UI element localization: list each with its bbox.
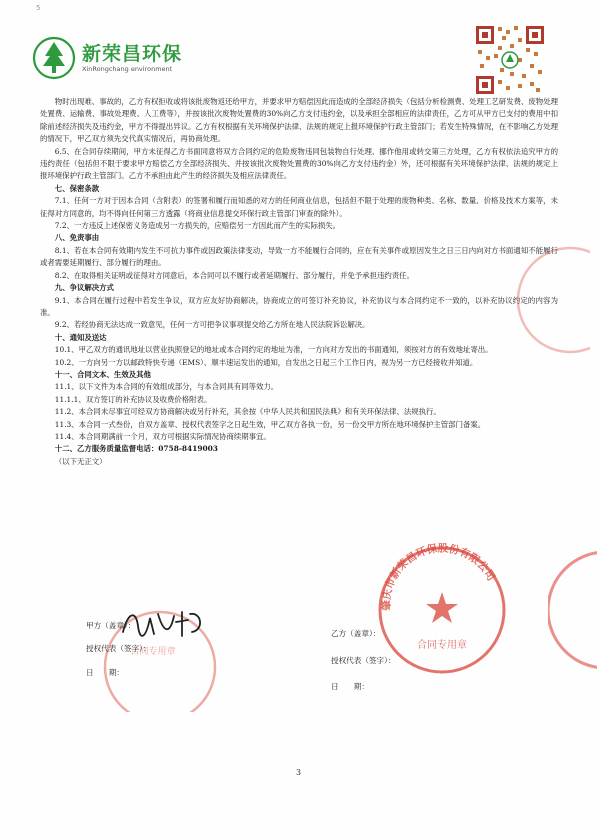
clause-paragraph: 7.2、一方违反上述保密义务造成另一方损失的，应赔偿另一方因此而产生的实际损失。 [54,221,341,231]
clause-paragraph: 6.5、在合同存续期间，甲方未征得乙方书面同意将双方合同约定的危险废物违同包装物自行处理、挪作他用或转交第三方处理，乙方有权依法追究甲方的违约责任（包括但不限于要求甲方赔偿乙方全部经济损失、并按该批次废物处置费的30%向乙方支付违约金）外，还可根据有关环境保护法律、法规的规定上报环境保护行政主管部门。乙方不承担由此产生的经济损失及相应法律责任。 [40,146,558,181]
tree-logo-icon [32,36,78,80]
clause-paragraph: 11.4、本合同期满前一个月，双方可根据实际情况协商续期事宜。 [54,431,271,441]
clause-paragraph: 11.1.1、双方签订的补充协议及收费价格附表。 [54,394,212,404]
page-top-mark: 5 [36,4,41,12]
party-b-date-label: 日 期： [331,682,369,691]
section-heading: 八、免责事由 [54,233,100,243]
clause-paragraph: 7.1、任何一方对于因本合同（含附表）的签署和履行而知悉的对方的任何商业信息，包括但不限于处理的废物种类、名称、数量、价格及技术方案等，未征得对方同意的，均不得向任何第三方透露（将商业信息提交环保行政主管部门审查的除外）。 [40,196,558,218]
clause-paragraph: 11.1、以下文件为本合同的有效组成部分，与本合同具有同等效力。 [54,382,279,392]
section-heading: 七、保密条款 [54,183,100,193]
logo-chinese-name: 新荣昌环保 [82,43,183,65]
party-b-seam-stamp [548,540,597,680]
party-a-rep-label: 授权代表（签字）： [86,644,151,653]
clause-paragraph: 9.2、若经协商无法达成一致意见，任何一方可把争议事项提交给乙方所在地人民法院诉讼解决。 [54,320,370,330]
clause-paragraph: 9.1、本合同在履行过程中若发生争议，双方应友好协商解决，协商成立的可签订补充协议，补充协议与本合同约定不一致的，以补充协议约定的内容为准。 [40,295,558,317]
clause-paragraph: 8.2、在取得相关证明或征得对方同意后，本合同可以不履行或者延期履行、部分履行，并免予承担违约责任。 [54,270,414,280]
section-heading: 十二、乙方服务质量监督电话：0758-8419003 [54,444,218,454]
party-a-date-label: 日 期： [86,668,124,677]
clause-paragraph: 11.3、本合同一式叁份，自双方盖章、授权代表签字之日起生效，甲乙双方各执一份，另一份交甲方所在地环境保护主管部门备案。 [54,419,486,429]
party-b-rep-label: 授权代表（签字）： [331,656,396,665]
party-b-stamp-sub-text: 合同专用章 [417,640,467,651]
party-a-seal-label: 甲方（盖章）： [86,621,136,630]
section-heading: 九、争议解决方式 [54,283,114,293]
clause-paragraph: 11.2、本合同未尽事宜可经双方协商解决或另行补充，其余按《中华人民共和国民法典》和有关环保法律、法规执行。 [54,407,441,417]
section-heading: 十一、合同文本、生效及其他 [54,369,151,379]
party-b-stamp-arc-text: 肇庆市新荣昌环保股份有限公司 [380,542,498,611]
party-a-stamp-sub-text: 合同专用章 [130,647,176,657]
clause-paragraph: 物时出现难、事故的，乙方有权拒收或将该批废物返还给甲方，并要求甲方赔偿因此而造成的全部经济损失（包括分析检测费、处理工艺研发费、废物处理处置费、运输费、事故处理费、人工费等），并按该批次废物处置费的30%向乙方支付违约金，以及承担全部相应的法律责任，乙方可从甲方已支付的费用中扣除前述经济损失及违约金，甲方不得提出异议。乙方有权根据有关环境保护法律、法规的规定上报环境保护行政主管部门；若发生特殊情况，在不影响乙方处理的情况下，甲乙双方须先交代真实情况后，再协商处理。 [40,97,558,144]
logo-english-name: XinRongchang environment [82,65,173,73]
svg-text:肇庆市新荣昌环保股份有限公司 [380,542,498,611]
party-b-edge-stamp [470,240,590,360]
section-heading: 十、通知及送达 [54,332,107,342]
clause-paragraph: 10.2、一方向另一方以邮政特快专递（EMS）、顺丰速运发出的通知，自发出之日起三个工作日内，视为另一方已经接收并知道。 [54,357,478,367]
clause-paragraph: 10.1、甲乙双方的通讯地址以营业执照登记的地址或本合同约定的地址为准，一方向对方发出的书面通知，须按对方的有效地址寄出。 [54,345,493,355]
party-b-seal-label: 乙方（盖章）： [331,629,381,638]
qr-code-icon [474,24,546,96]
clause-paragraph: 8.1、若在本合同有效期内发生不可抗力事件或因政策法律变动，导致一方不能履行合同的，应在有关事件或原因发生之日三日内向对方书面通知不能履行或者需要延期履行、部分履行的理由。 [40,245,558,268]
page-number: 3 [295,768,302,777]
company-logo [32,36,212,80]
clause-paragraph: （以下无正文） [54,456,107,466]
